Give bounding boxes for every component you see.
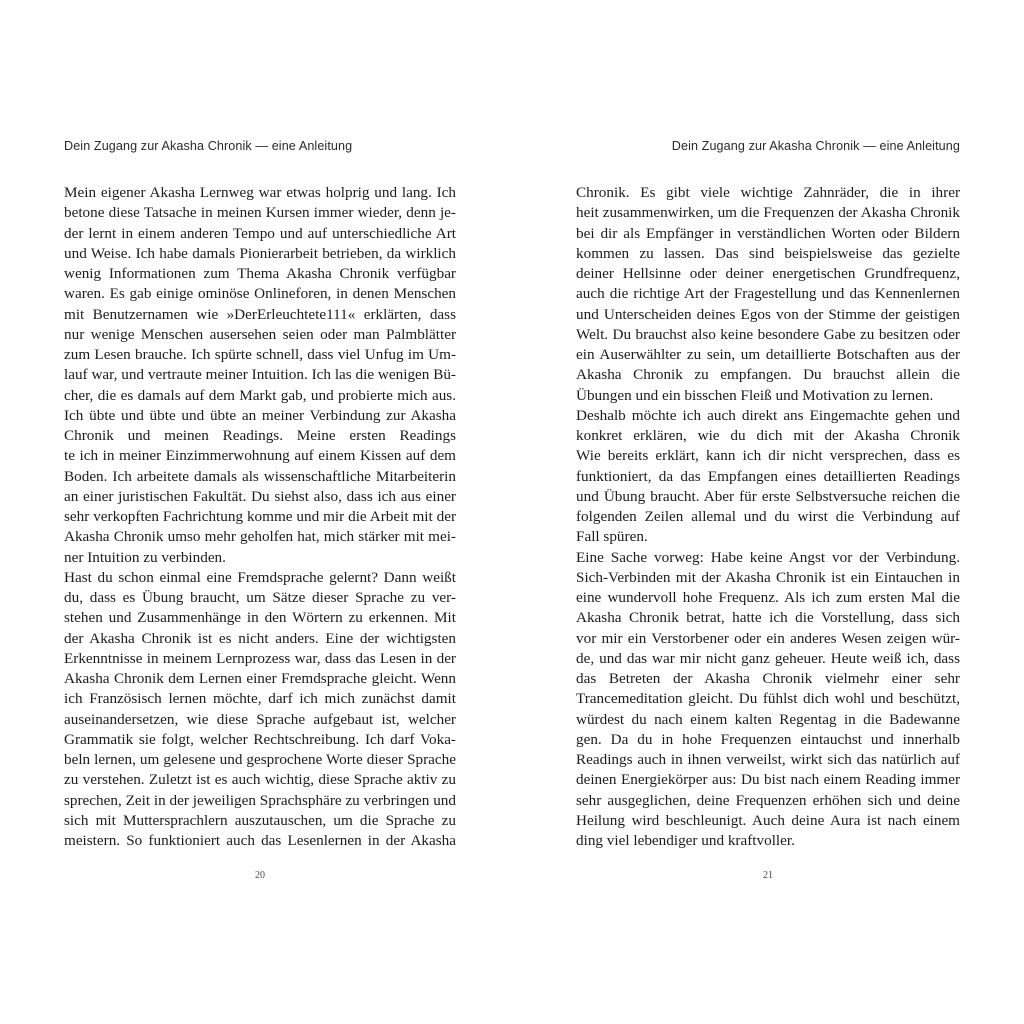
text-line: Fall spüren. [576,528,648,546]
text-line: und Übung braucht. Aber für erste Selbstversuche reichen die [576,487,960,505]
text-line: ner Intuition zu verbinden. [64,548,226,566]
text-line: de, und das war mir nicht ganz geheuer. Heute weiß ich, dass [576,649,960,667]
text-line: ding viel lebendiger und kraftvoller. [576,832,795,849]
text-line: deinen Energiekörper aus: Du bist nach einem Reading immer [576,771,960,789]
text-line: sehr ausgeglichen, deine Frequenzen erhöhen sich und deine [576,791,960,809]
text-line: vor mir ein Verstorbener oder ein anderes Wesen zeigen wür- [576,629,960,647]
text-line: Boden. Ich arbeitete damals als wissenschaftliche Mitarbeiterin [64,467,456,485]
text-line: sprechen, Zeit in der jeweiligen Sprachsphäre zu verbringen und [64,791,456,809]
running-header-right: Dein Zugang zur Akasha Chronik — eine Anleitung [671,139,960,153]
text-line: Heilung wird beschleunigt. Auch deine Aura ist nach einem [576,811,960,829]
left-page-body [64,183,456,851]
text-line: auseinandersetzen, wie diese Sprache aufgebaut ist, welcher [64,710,456,728]
text-line: ein Auserwählter zu sein, um detaillierte Botschaften aus der [576,346,960,363]
text-line: stehen und Zusammenhänge in den Wörtern zu erkennen. Mit [64,609,456,627]
text-line: und Unterscheiden deines Egos von der Stimme der geistigen [576,305,960,323]
text-line: kommen zu lassen. Das sind beispielsweise das gezielte [576,244,960,262]
left-page [64,0,456,1024]
text-line: Ich übte und übte und übte an meiner Verbindung zur Akasha [64,406,456,424]
text-line: lauf war, und vertraute meiner Intuition. Ich las die wenigen Bü- [64,366,456,384]
text-line: du, dass es Übung braucht, um Sätze dieser Sprache zu ver- [64,589,456,606]
text-line: und Weise. Ich habe damals Pionierarbeit betrieben, da wirklich [64,244,456,262]
text-line: der Akasha Chronik ist es nicht anders. Eine der wichtigsten [64,629,456,647]
text-line: der lernt in einem anderen Tempo und auf unterschiedliche Art [64,224,456,242]
text-line: Übungen und ein bisschen Fleiß und Motivation zu lernen. [576,386,934,404]
text-line: eine wundervoll hohe Frequenz. Als ich zum ersten Mal die [576,589,960,606]
text-line: te ich in meiner Einzimmerwohnung auf einem Kissen auf dem [64,447,456,465]
text-line: Wie bereits erklärt, kann ich dir nicht versprechen, dass es [576,447,960,465]
text-line: beln lernen, um gelesene und gesprochene Worte dieser Sprache [64,751,456,768]
page-number-left: 20 [255,870,265,881]
text-line: funktioniert, da das Empfangen eines detaillierten Readings [576,467,960,485]
text-line: Hast du schon einmal eine Fremdsprache gelernt? Dann weißt [64,568,456,586]
text-line: folgenden Zeilen allemal und du wirst die Verbindung auf [576,508,960,525]
text-line: sehr verkopften Fachrichtung komme und mir die Arbeit mit der [64,508,456,525]
text-line: auch die richtige Art der Fragestellung und das Kennenlernen [576,285,960,303]
text-line: Readings auch in ihnen verweilst, wirkt sich das natürlich auf [576,751,960,768]
text-line: würdest du nach einem kalten Regentag in die Badewanne [576,710,960,728]
text-line: nur wenige Menschen ausersehen seien oder man Palmblätter [64,325,456,343]
text-line: Grammatik sie folgt, welcher Rechtschreibung. Ich darf Voka- [64,730,456,748]
text-line: Akasha Chronik umso mehr geholfen hat, mich stärker mit mei- [64,528,456,546]
text-line: Erkenntnisse in meinem Lernprozess war, dass das Lesen in der [64,649,456,667]
text-line: das Betreten der Akasha Chronik vielmehr einer sehr [576,670,960,687]
running-header-left: Dein Zugang zur Akasha Chronik — eine Anleitung [64,139,353,153]
text-line: Deshalb möchte ich auch direkt ans Eingemachte gehen und [576,406,960,424]
text-line: cher, die es damals auf dem Markt gab, und probierte mich aus. [64,386,456,404]
text-line: Welt. Du brauchst also keine besondere Gabe zu besitzen oder [576,325,960,343]
text-line: Chronik. Es gibt viele wichtige Zahnräder, die in ihrer [576,184,960,201]
text-line: Chronik und meinen Readings. Meine ersten Readings [64,427,456,444]
text-line: zu verstehen. Zuletzt ist es auch wichtig, diese Sprache aktiv zu [64,771,456,789]
text-line: ich Französisch lernen möchte, darf ich mich zunächst damit [64,690,456,708]
text-line: Akasha Chronik betrat, hatte ich die Vorstellung, dass sich [576,609,960,627]
text-line: Akasha Chronik dem Lernen einer Fremdsprache gleicht. Wenn [64,670,456,687]
text-line: Akasha Chronik zu empfangen. Du brauchst allein die [576,366,960,384]
text-line: mit Benutzernamen wie »DerErleuchtete111« erklärten, dass [64,305,456,323]
page-number-right: 21 [763,870,773,881]
text-line: betone diese Tatsache in meinen Kursen immer wieder, denn je- [64,204,456,222]
text-line: sich mit Muttersprachlern auszutauschen, um die Sprache zu [64,811,456,829]
text-line: Mein eigener Akasha Lernweg war etwas holprig und lang. Ich [64,184,456,201]
text-line: bei dir als Empfänger in verständlichen Worten oder Bildern [576,224,960,242]
text-line: an einer juristischen Fakultät. Du siehst also, dass ich aus einer [64,487,456,505]
text-line: konkret erklären, wie du dich mit der Akasha Chronik [576,427,960,444]
text-line: deiner Hellsinne oder deiner energetischen Grundfrequenz, [576,265,960,282]
text-line: Sich-Verbinden mit der Akasha Chronik ist ein Eintauchen in [576,568,960,586]
text-line: gen. Da du in hohe Frequenzen eintauchst und innerhalb [576,730,960,748]
text-line: heit zusammenwirken, um die Frequenzen der Akasha Chronik [576,204,960,222]
text-line: Trancemeditation gleicht. Du fühlst dich wohl und beschützt, [576,690,960,708]
right-page [576,0,960,1024]
text-line: waren. Es gab einige ominöse Onlineforen, in denen Menschen [64,285,456,303]
text-line: zum Lesen brauche. Ich spürte schnell, dass viel Unfug im Um- [64,346,456,363]
text-line: Eine Sache vorweg: Habe keine Angst vor der Verbindung. [576,548,960,566]
right-page-body [576,183,960,851]
text-line: wenig Informationen zum Thema Akasha Chronik verfügbar [64,265,456,282]
text-line: meistern. So funktioniert auch das Lesenlernen in der Akasha [64,832,456,849]
